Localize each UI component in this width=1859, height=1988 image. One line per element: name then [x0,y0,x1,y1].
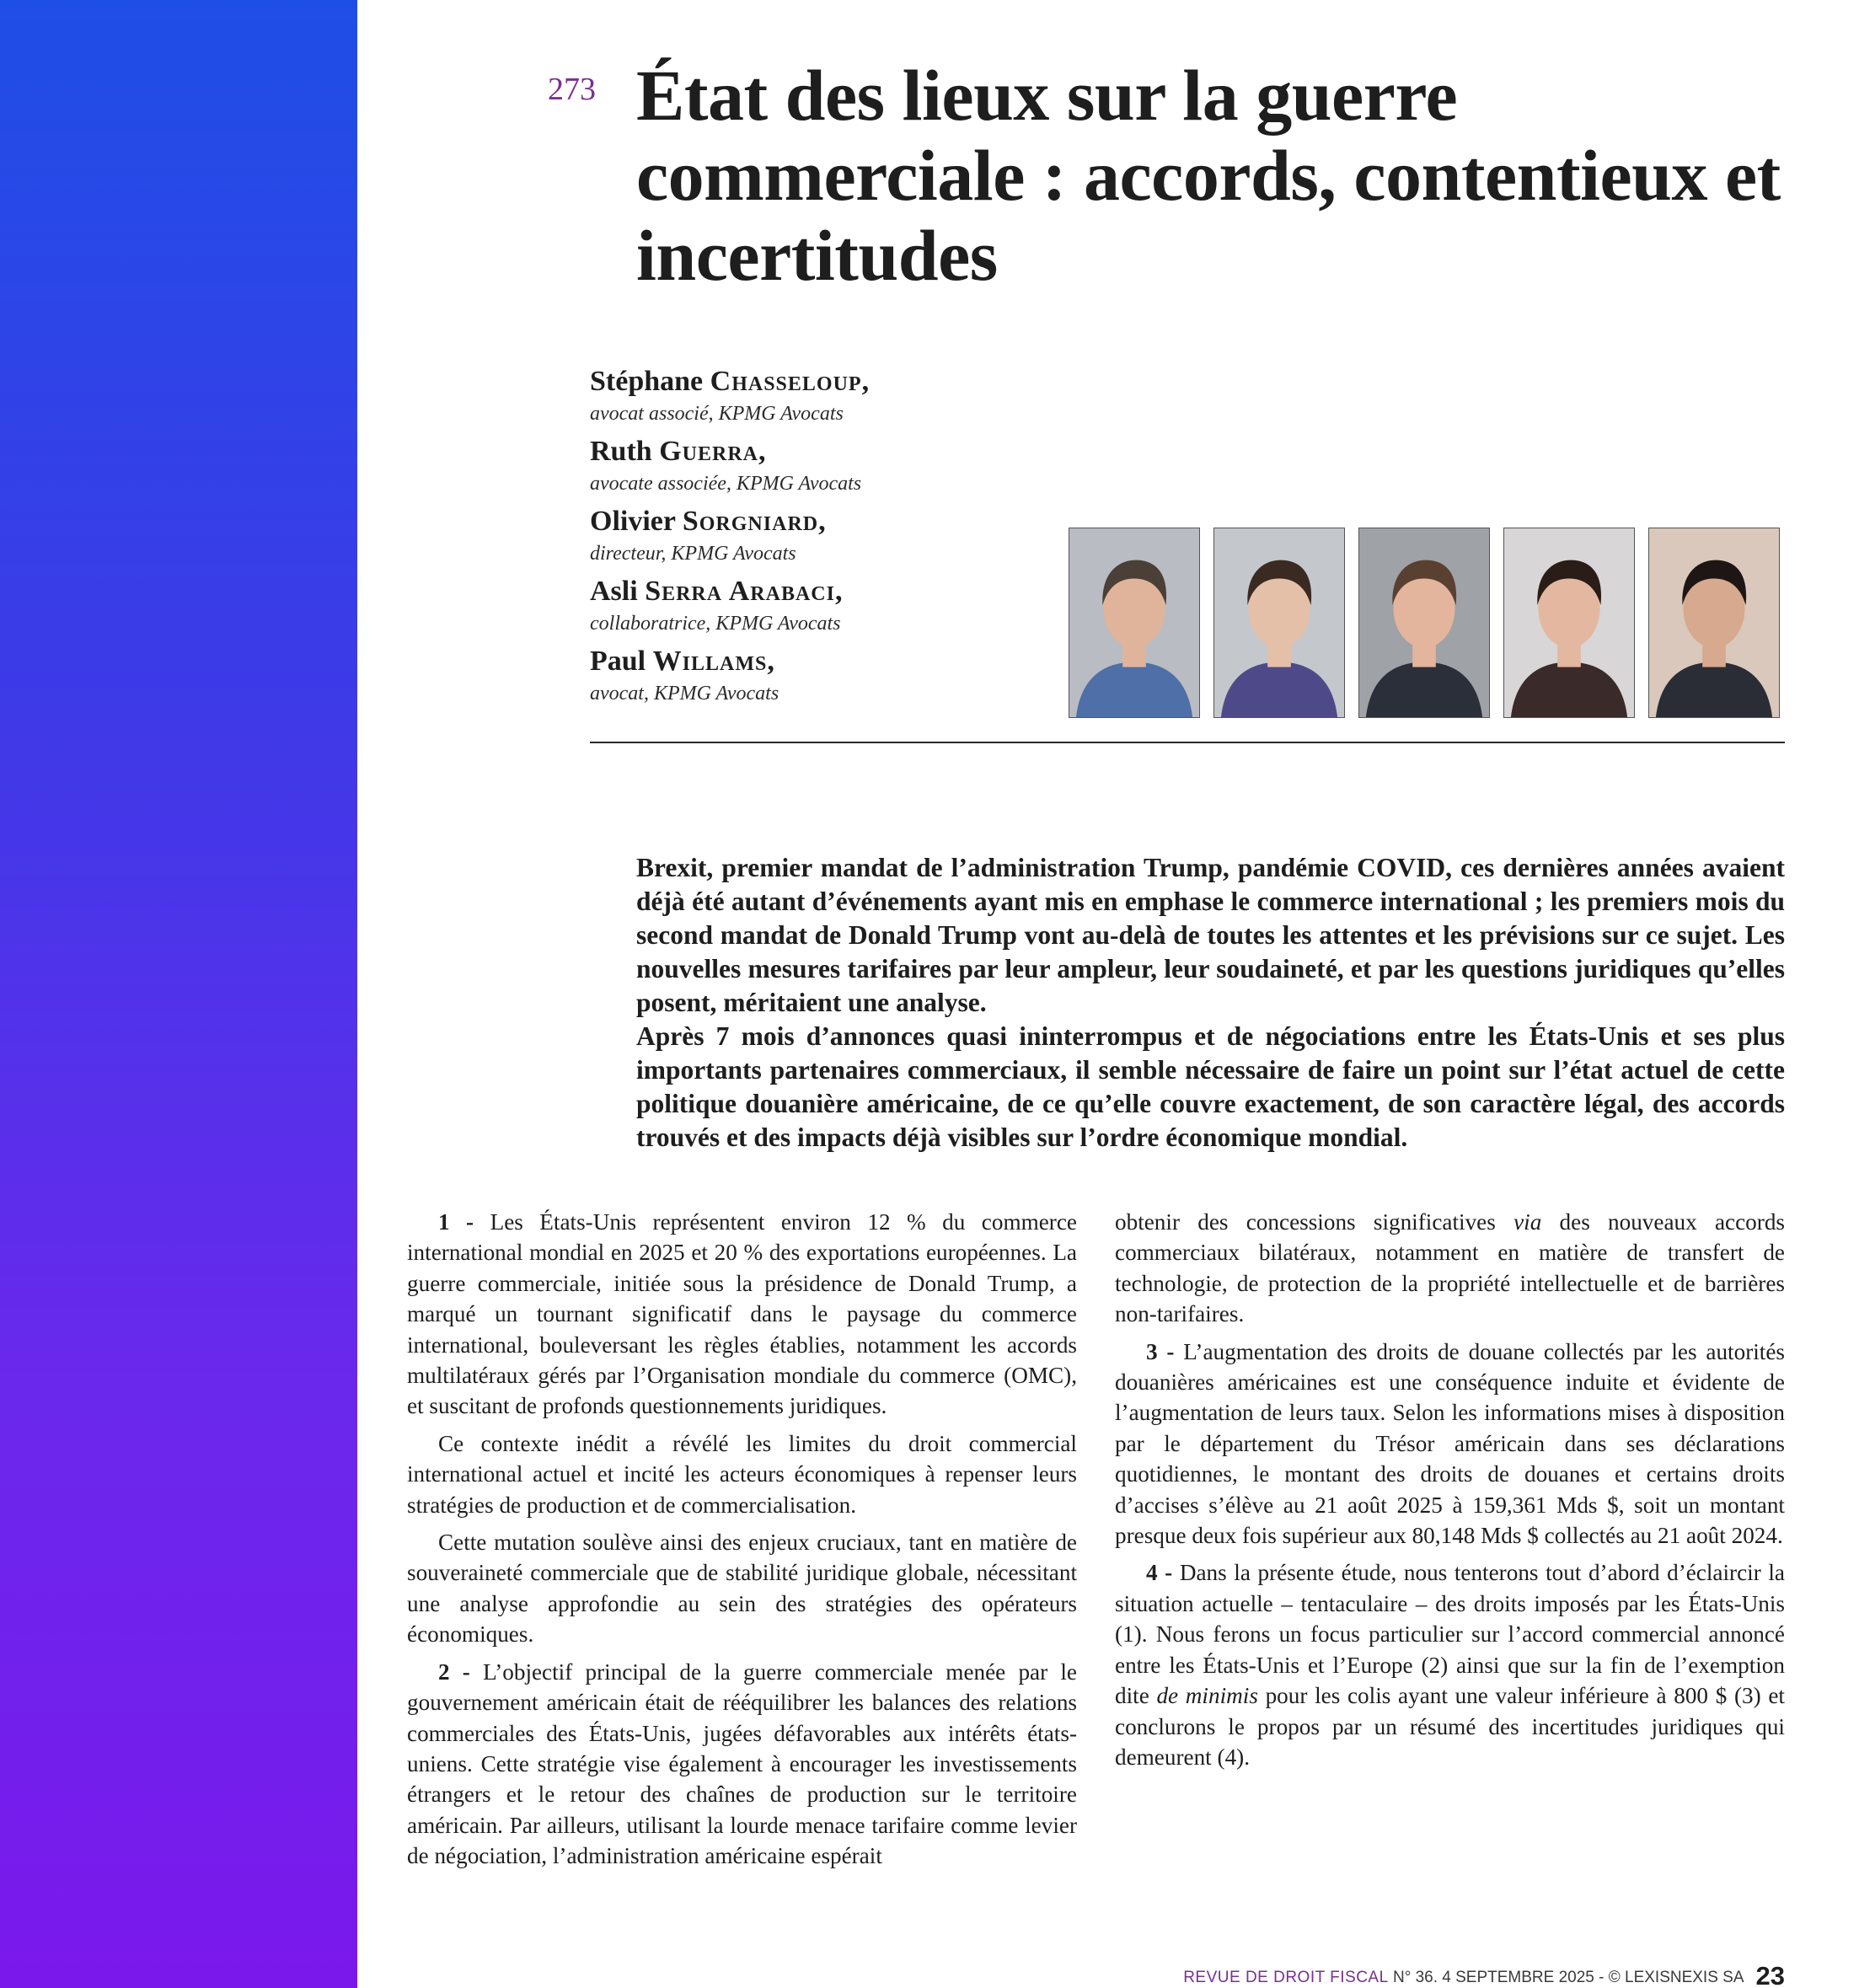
section-number: 4 - [1146,1560,1173,1586]
author-item [590,574,1062,638]
author-item [590,364,1062,428]
decorative-sidebar [0,0,357,1988]
issue-info: N° 36. 4 SEPTEMBRE 2025 - © LEXISNEXIS SA [1388,1969,1744,1986]
author-name: Olivier Sorgniard, [590,506,826,537]
journal-name: REVUE DE DROIT FISCAL [1183,1969,1389,1986]
divider [590,742,1785,743]
author-role: avocat, KPMG Avocats [590,683,779,705]
article-title: État des lieux sur la guerre commerciale : accords, contentieux et incertitudes [636,55,1781,296]
page-number: 23 [1755,1961,1785,1988]
body-paragraph: Ce contexte inédit a révélé les limites du droit commercial international actuel et incité les acteurs économiques à repenser leurs stratégies de production et de commercialisation. [407,1430,1077,1518]
author-item [590,504,1062,568]
author-name: Stéphane Chasseloup, [590,366,870,397]
body-paragraph: 4 - Dans la présente étude, nous tenterons tout d’abord d’éclaircir la situation actuelle – tentaculaire – des droits imposés par les États-Unis (1). Nous ferons un focus particulier sur l’accord commercial annoncé entre les États-Unis et l’Europe (2) ainsi que sur la fin de l’exemption dite de minimis pour les colis ayant une valeur inférieure à 800 $ (3) et conclurons le propos par un résumé des incertitudes juridiques qui demeurent (4). [1115,1560,1785,1770]
portrait-illustration [1069,528,1199,717]
author-list [590,364,1062,714]
author-photo [1358,528,1490,718]
page-footer [1183,1959,1785,1988]
author-role: directeur, KPMG Avocats [590,543,796,565]
body-paragraph: Cette mutation soulève ainsi des enjeux cruciaux, tant en matière de souveraineté commerciale que de stabilité juridique globale, nécessitant une analyse approfondie au sein des stratégies des opérateurs économiques. [407,1530,1077,1648]
article-abstract [636,851,1785,1155]
portrait-illustration [1359,528,1489,717]
author-name: Ruth Guerra, [590,436,766,467]
portrait-illustration [1214,528,1344,717]
author-photo [1213,528,1345,718]
author-item [590,644,1062,708]
abstract-paragraph: Après 7 mois d’annonces quasi ininterrompus et de négociations entre les États-Unis et ses plus importants partenaires commerciaux, il semble nécessaire de faire un point sur l’état actuel de cette politique douanière américaine, de ce qu’elle couvre exactement, de son caractère légal, des accords trouvés et des impacts déjà visibles sur l’ordre économique mondial. [636,1021,1785,1152]
author-role: avocat associé, KPMG Avocats [590,403,844,425]
author-name: Paul Willams, [590,646,774,677]
body-paragraph: 3 - L’augmentation des droits de douane collectés par les autorités douanières américaines est une conséquence induite et évidente de l’augmentation de leurs taux. Selon les informations mises à disposition par le département du Trésor américain dans ses déclarations quotidiennes, le montant des droits de douanes et certains droits d’accises s’élève au 21 août 2025 à 159,361 Mds $, soit un montant presque deux fois supérieur aux 80,148 Mds $ collectés au 21 août 2024. [1115,1338,1785,1549]
body-paragraph: 2 - L’objectif principal de la guerre commerciale menée par le gouvernement américain était de rééquilibrer les balances des relations commerciales des États-Unis, jugées défavorables aux intérêts états-uniens. Cette stratégie vise également à encourager les investissements étrangers et le retour des chaînes de production sur le territoire américain. Par ailleurs, utilisant la lourde menace tarifaire comme levier de négociation, l’administration américaine espérait [407,1658,1078,1869]
author-role: avocate associée, KPMG Avocats [590,473,862,495]
body-paragraph: 1 - Les États-Unis représentent environ 12 % du commerce international mondial en 2025 et 20 % des exportations européennes. La guerre commerciale, initiée sous la présidence de Donald Trump, a marqué un tournant significatif dans le paysage du commerce international, bouleversant les règles établies, notamment les accords multilatéraux gérés par l’Organisation mondiale du commerce (OMC), et suscitant de profonds questionnements juridiques. [407,1209,1077,1419]
section-number: 1 - [438,1209,474,1235]
author-item [590,434,1062,498]
section-number: 3 - [1146,1338,1175,1364]
author-photo [1069,528,1200,718]
author-photo [1503,528,1635,718]
author-photo [1648,528,1780,718]
author-name: Asli Serra Arabaci, [590,576,843,607]
section-number: 2 - [438,1658,470,1685]
body-paragraph: obtenir des concessions significatives via des nouveaux accords commerciaux bilatéraux, notamment en matière de transfert de technologie, de protection de la propriété intellectuelle et de barrières non-tarifaires. [1115,1209,1785,1327]
abstract-paragraph: Brexit, premier mandat de l’administration Trump, pandémie COVID, ces dernières années avaient déjà été autant d’événements ayant mis en emphase le commerce international ; les premiers mois du second mandat de Donald Trump vont au-delà de toutes les attentes et les prévisions sur ce sujet. Les nouvelles mesures tarifaires par leur ampleur, leur soudaineté, et par les questions juridiques qu’elles posent, méritaient une analyse. [636,853,1785,1017]
portrait-illustration [1649,528,1779,717]
article-number: 273 [548,72,596,107]
portrait-illustration [1504,528,1634,717]
body-column-left [407,1207,1077,1878]
body-column-right [1115,1207,1785,1779]
author-role: collaboratrice, KPMG Avocats [590,613,841,635]
